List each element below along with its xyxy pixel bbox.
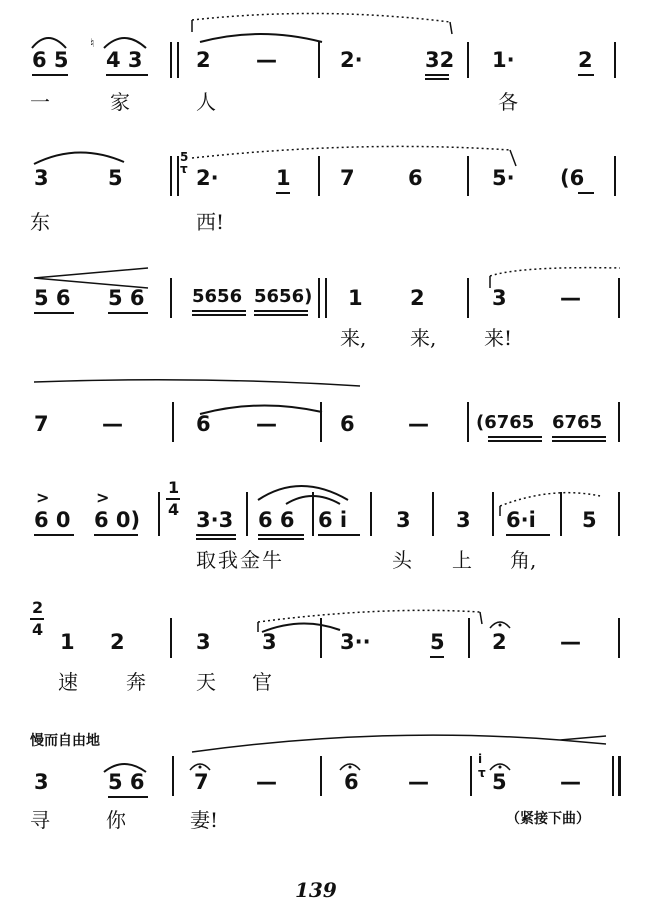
lyric: 家: [110, 90, 130, 114]
time-signature-top: 2: [32, 598, 44, 617]
note: 5656: [192, 286, 243, 307]
lyric: 天: [196, 670, 216, 694]
note: 5 6: [34, 286, 71, 310]
note: 2·: [196, 166, 219, 190]
note: 2: [492, 630, 507, 654]
note: 6765: [552, 412, 603, 433]
time-signature-bottom: 4: [168, 500, 180, 519]
note: 5·: [492, 166, 515, 190]
note: 2·: [340, 48, 363, 72]
time-signature-top: 1: [168, 478, 180, 497]
grace-note: 5: [180, 150, 189, 164]
lyric: 速: [58, 670, 78, 694]
note: 3: [492, 286, 507, 310]
note: 1: [60, 630, 75, 654]
note: 7: [34, 412, 49, 436]
note: 3: [396, 508, 411, 532]
natural-sign: ♮: [90, 36, 95, 50]
note: 5 6: [108, 770, 145, 794]
note: —: [256, 48, 277, 72]
note: 3: [34, 770, 49, 794]
lyric: 取我金牛: [196, 548, 284, 572]
note: 5: [492, 770, 507, 794]
note: —: [560, 630, 581, 654]
page-number: 139: [295, 878, 337, 902]
note: 3·3: [196, 508, 234, 532]
note: —: [256, 412, 277, 436]
lyric: 来!: [484, 326, 513, 350]
note: 6: [340, 412, 355, 436]
note: 5: [430, 630, 445, 654]
note: 6·i: [506, 508, 536, 532]
note: (6: [560, 166, 585, 190]
note: 2: [110, 630, 125, 654]
lyric: 头: [392, 548, 412, 572]
note: —: [560, 770, 581, 794]
note: 5 6: [108, 286, 145, 310]
note: 6 0): [94, 508, 141, 532]
lyric: 人: [196, 90, 216, 114]
lyric: 奔: [126, 670, 146, 694]
time-signature-bottom: 4: [32, 620, 44, 639]
grace-note: i: [478, 752, 483, 766]
note: 6 6: [258, 508, 295, 532]
accent-mark: >: [36, 488, 50, 507]
tempo-marking: 慢而自由地: [30, 733, 100, 749]
note: 6 5: [32, 48, 69, 72]
note: —: [408, 770, 429, 794]
lyric: 官: [252, 670, 272, 694]
lyric: 寻: [30, 808, 50, 832]
note: 7: [194, 770, 209, 794]
note: 2: [196, 48, 211, 72]
note: 6: [196, 412, 211, 436]
note: —: [256, 770, 277, 794]
note: 1·: [492, 48, 515, 72]
note: 1: [348, 286, 363, 310]
note: 5: [108, 166, 123, 190]
lyric: 西!: [196, 210, 225, 234]
note: —: [102, 412, 123, 436]
accent-mark: >: [96, 488, 110, 507]
note: 7: [340, 166, 355, 190]
note: —: [560, 286, 581, 310]
lyric: 来,: [410, 326, 437, 350]
note: 3··: [340, 630, 371, 654]
grace-mark: τ: [478, 766, 486, 780]
lyric: 角,: [510, 548, 537, 572]
grace-mark: τ: [180, 162, 188, 176]
lyric: 来,: [340, 326, 367, 350]
note: 2: [578, 48, 593, 72]
note: 6: [344, 770, 359, 794]
note: 1: [276, 166, 291, 190]
lyric: 妻!: [190, 808, 219, 832]
closing-note: （紧接下曲）: [506, 811, 590, 827]
note: 32: [425, 48, 455, 72]
note: 3: [196, 630, 211, 654]
note: (6765: [476, 412, 535, 433]
note: —: [408, 412, 429, 436]
note: 3: [262, 630, 277, 654]
note: 6 0: [34, 508, 71, 532]
lyric: 东: [30, 210, 50, 234]
note: 4 3: [106, 48, 143, 72]
lyric: 各: [498, 90, 518, 114]
note: 5656): [254, 286, 313, 307]
note: 3: [34, 166, 49, 190]
note: 6 i: [318, 508, 348, 532]
lyric: 一: [30, 90, 50, 114]
lyric: 你: [106, 808, 126, 832]
note: 5: [582, 508, 597, 532]
note: 6: [408, 166, 423, 190]
lyric: 上: [452, 548, 472, 572]
note: 2: [410, 286, 425, 310]
note: 3: [456, 508, 471, 532]
